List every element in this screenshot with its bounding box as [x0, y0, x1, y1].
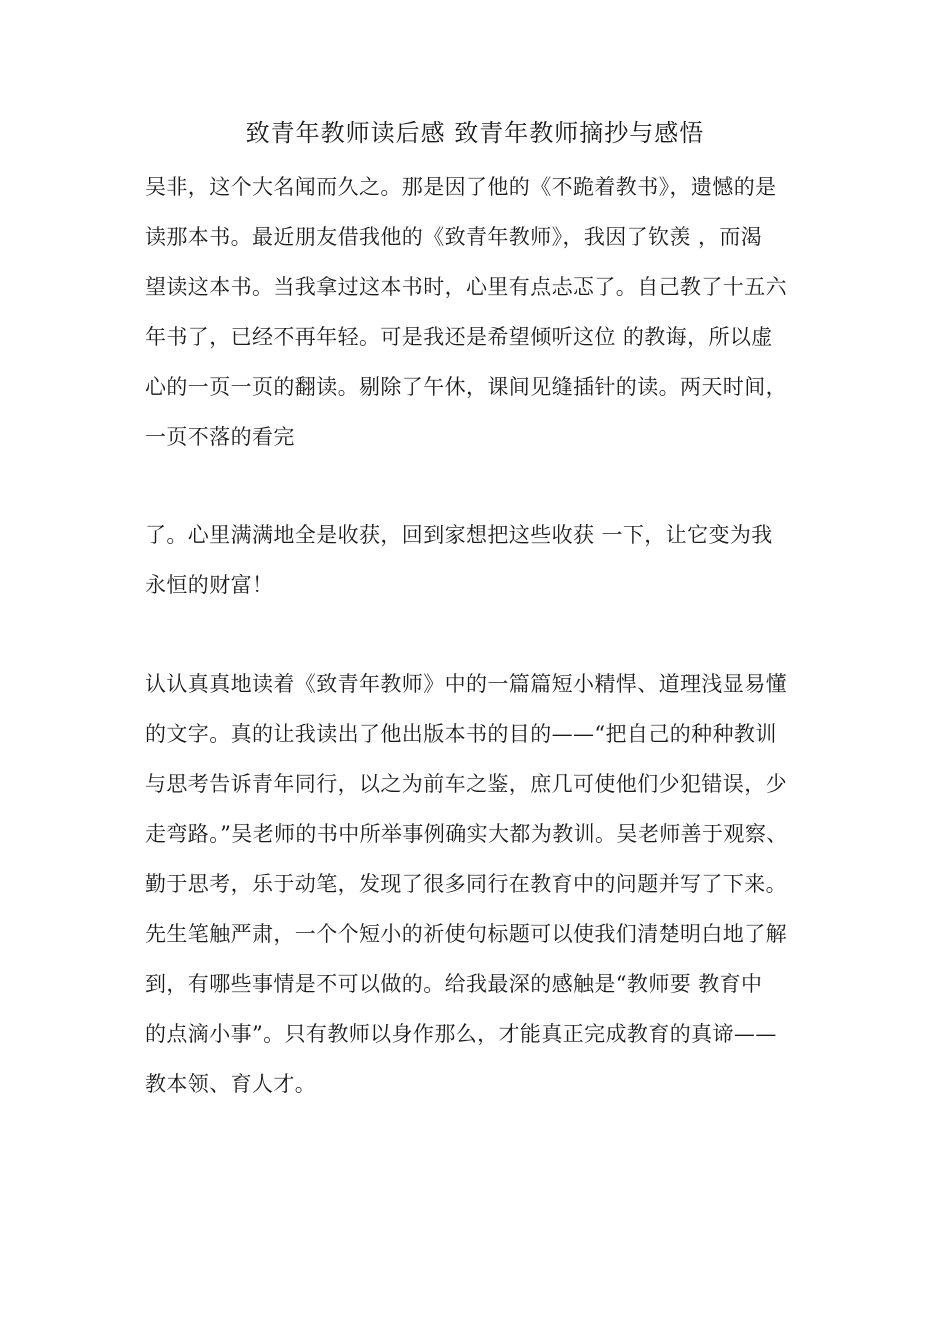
paragraph-1-line-5: 心的一页一页的翻读。剔除了午休，课间见缝插针的读。两天时间，: [145, 375, 787, 399]
paragraph-1-line-3: 望读这本书。当我拿过这本书时，心里有点忐忑了。自己教了十五六: [145, 275, 787, 299]
paragraph-1-line-1: 吴非，这个大名闻而久之。那是因了他的《不跪着教书》，遗憾的是: [145, 175, 777, 199]
paragraph-3-line-3: 与思考告诉青年同行，以之为前车之鉴，庶几可使他们少犯错误，少: [145, 772, 787, 796]
paragraph-1-line-4: 年书了，已经不再年轻。可是我还是希望倾听这位 的教诲，所以虚: [145, 325, 773, 349]
paragraph-3-line-9: 教本领、育人才。: [145, 1072, 317, 1096]
paragraph-3-line-4: 走弯路。”吴老师的书中所举事例确实大都为教训。吴老师善于观察、: [145, 822, 788, 846]
paragraph-1-line-6: 一页不落的看完: [145, 425, 295, 449]
document-title: 致青年教师读后感 致青年教师摘抄与感悟: [245, 119, 705, 147]
paragraph-3-line-8: 的点滴小事”。只有教师以身作那么，才能真正完成教育的真谛——: [145, 1022, 777, 1046]
paragraph-3-line-6: 先生笔触严肃，一个个短小的祈使句标题可以使我们清楚明白地了解: [145, 922, 787, 946]
paragraph-3-line-2: 的文字。真的让我读出了他出版本书的目的——“把自己的种种教训: [145, 722, 777, 746]
paragraph-3-line-1: 认认真真地读着《致青年教师》中的一篇篇短小精悍、道理浅显易懂: [145, 672, 787, 696]
paragraph-3-line-7: 到，有哪些事情是不可以做的。给我最深的感触是“教师要 教育中: [145, 972, 763, 996]
paragraph-3-line-5: 勤于思考，乐于动笔，发现了很多同行在教育中的问题并写了下来。: [145, 872, 787, 896]
paragraph-2-line-1: 了。心里满满地全是收获，回到家想把这些收获 一下，让它变为我: [145, 523, 773, 547]
paragraph-1-line-2: 读那本书。最近朋友借我他的《致青年教师》，我因了钦羡 ，而渴: [145, 225, 763, 249]
paragraph-2-line-2: 永恒的财富！: [145, 573, 274, 597]
